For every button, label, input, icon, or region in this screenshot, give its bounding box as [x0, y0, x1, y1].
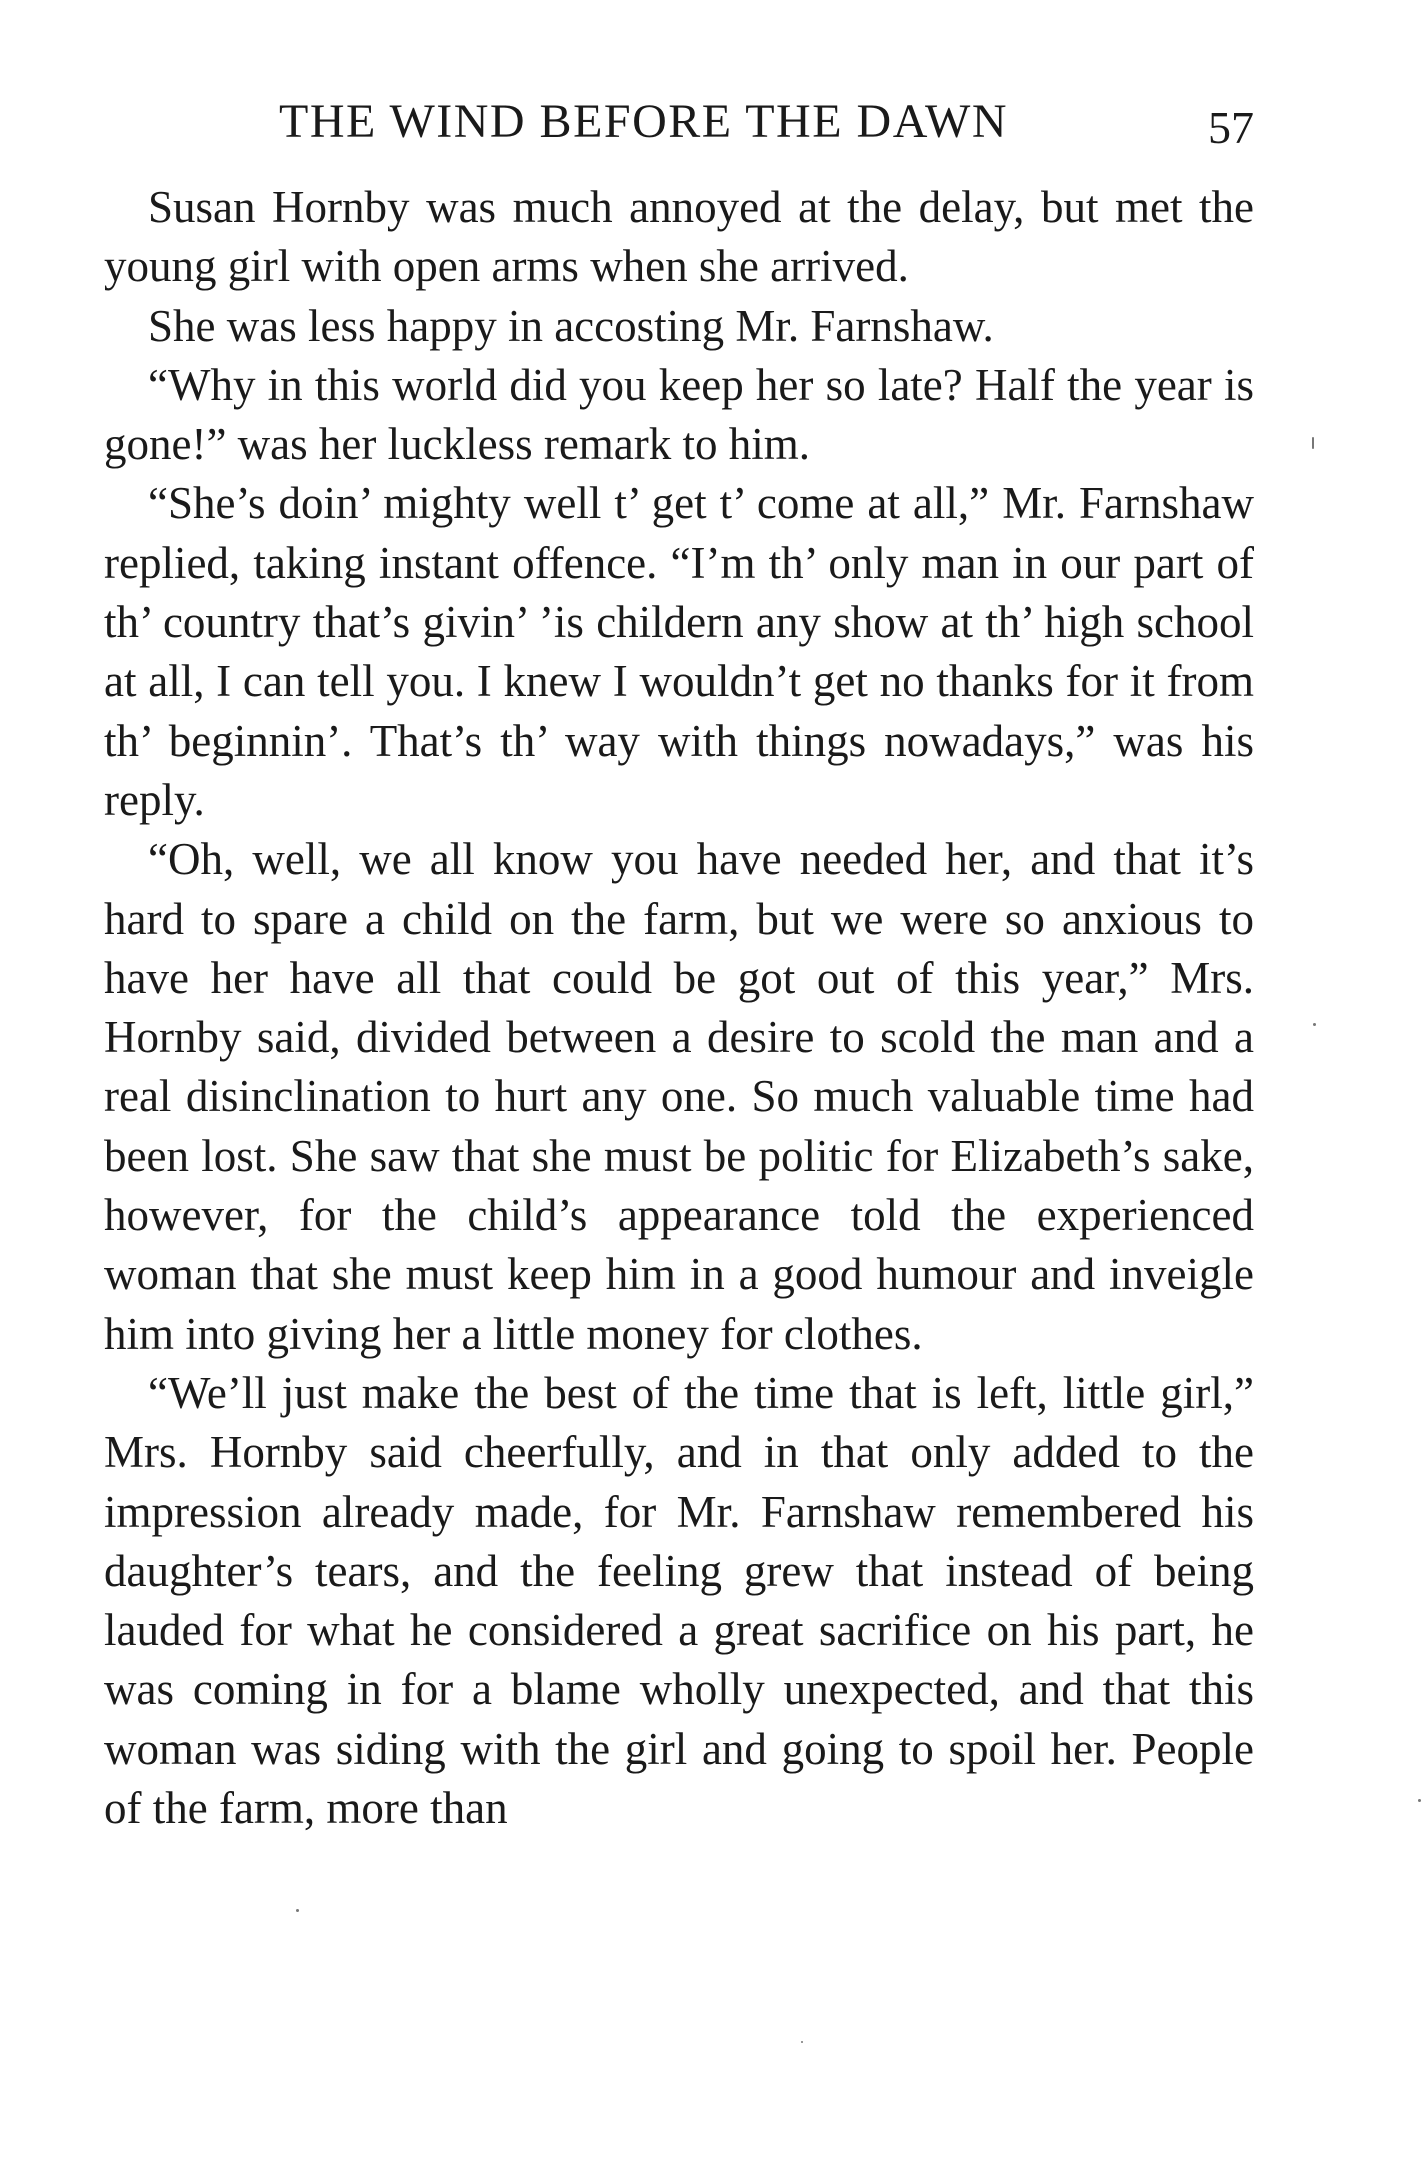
- page-header: [104, 92, 1254, 152]
- paragraph: “Oh, well, we all know you have needed her, and that it’s hard to spare a child on the farm, but we were so anxious to have her have all that could be got out of this year,” Mrs. Hornby said, divided between a desire to scold the man and a real disinclination to hurt any one. So much valuable time had been lost. She saw that she must be politic for Elizabeth’s sake, however, for the child’s appearance told the experienced woman that she must keep him in a good humour and inveigle him into giving her a little money for clothes.: [104, 834, 1254, 1359]
- running-title: THE WIND BEFORE THE DAWN: [279, 95, 1008, 148]
- paragraph: “Why in this world did you keep her so late? Half the year is gone!” was her luckless remark to him.: [104, 359, 1254, 470]
- paragraph: She was less happy in accosting Mr. Farnshaw.: [148, 300, 994, 351]
- scan-speck: [296, 1909, 299, 1912]
- scan-speck: [1312, 437, 1314, 449]
- body-text: [104, 178, 1254, 1838]
- scan-speck: [1313, 1023, 1316, 1026]
- scan-speck: [1418, 1799, 1421, 1802]
- paragraph: “She’s doin’ mighty well t’ get t’ come at all,” Mr. Farnshaw replied, taking instant offence. “I’m th’ only man in our part of th’ country that’s givin’ ’is childern any show at th’ high school at all, I can tell you. I knew I wouldn’t get no thanks for it from th’ beginnin’. That’s th’ way with things nowadays,” was his reply.: [104, 478, 1254, 825]
- paragraph: “We’ll just make the best of the time that is left, little girl,” Mrs. Hornby said cheerfully, and in that only added to the impression already made, for Mr. Farnshaw remembered his daughter’s tears, and the feeling grew that instead of being lauded for what he considered a great sacrifice on his part, he was coming in for a blame wholly unexpected, and that this woman was siding with the girl and going to spoil her. People of the farm, more than: [104, 1367, 1254, 1834]
- page-number: 57: [1208, 102, 1254, 153]
- paragraph: Susan Hornby was much annoyed at the delay, but met the young girl with open arms when she arrived.: [104, 182, 1254, 292]
- scan-speck: [801, 2041, 803, 2043]
